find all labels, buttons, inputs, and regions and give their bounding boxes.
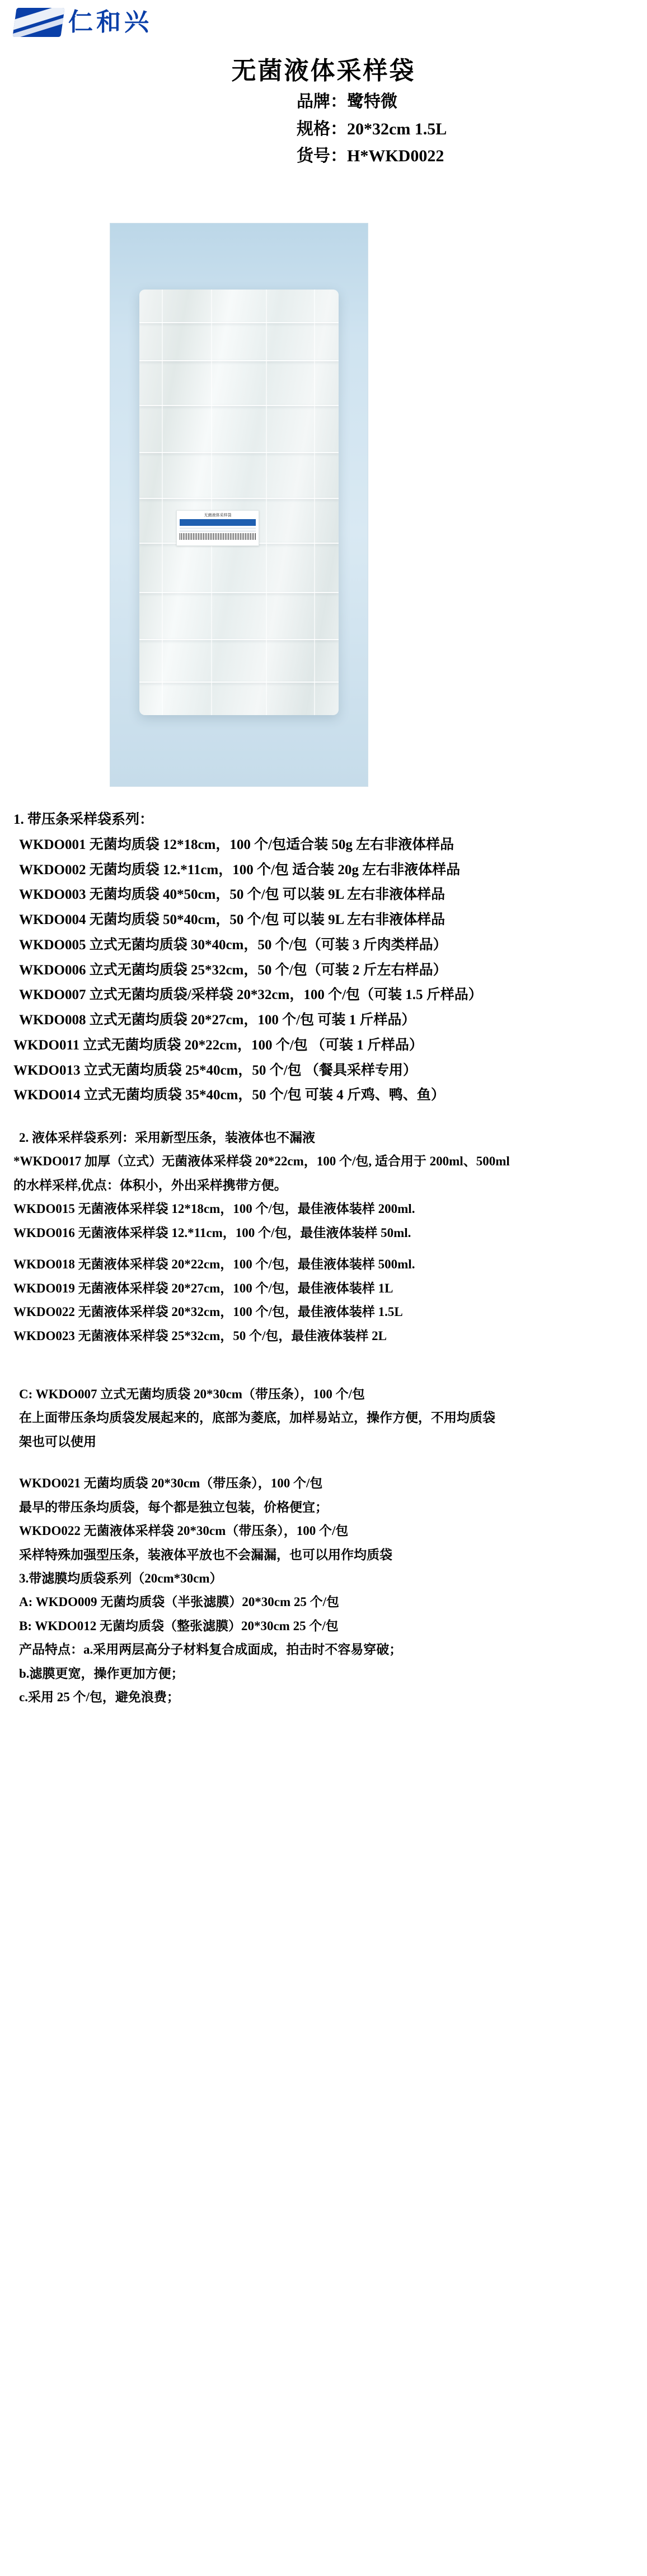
- section-3-line-2: 架也可以使用: [19, 1434, 96, 1449]
- section-1-line-3: WKDO003 无菌均质袋 40*50cm，50 个/包 可以装 9L 左右非液体样品: [19, 887, 446, 903]
- meta-spec-label: 规格：: [297, 119, 347, 138]
- section-5-line-1: A: WKDO009 无菌均质袋（半张滤膜）20*30cm 25 个/包: [19, 1595, 340, 1609]
- section-2-heading: 2. 液体采样袋系列：采用新型压条，装液体也不漏液: [19, 1131, 315, 1145]
- section-1-line-5: WKDO005 立式无菌均质袋 30*40cm，50 个/包（可装 3 斤肉类样品）: [19, 937, 447, 953]
- product-description: [0, 812, 647, 1705]
- product-meta: [297, 88, 447, 170]
- section-1-line-10: WKDO013 立式无菌均质袋 25*40cm，50 个/包 （餐具采样专用）: [13, 1062, 417, 1078]
- product-label-bar: [180, 519, 256, 526]
- page-title: 无菌液体采样袋: [231, 57, 416, 85]
- meta-brand-value: 鹭特微: [347, 92, 397, 111]
- section-4-line-4: 采样特殊加强型压条，装液体平放也不会漏漏，也可以用作均质袋: [19, 1547, 392, 1562]
- section-1-line-2: WKDO002 无菌均质袋 12.*11cm，100 个/包 适合装 20g 左右非液体样品: [19, 862, 461, 878]
- section-1-line-9: WKDO011 立式无菌均质袋 20*22cm，100 个/包 （可装 1 斤样品）: [13, 1037, 423, 1053]
- section-1-line-6: WKDO006 立式无菌均质袋 25*32cm，50 个/包（可装 2 斤左右样品）: [19, 962, 447, 978]
- product-label-barcode: [180, 533, 256, 540]
- meta-brand-label: 品牌：: [297, 92, 347, 111]
- section-3-heading: C: WKDO007 立式无菌均质袋 20*30cm（带压条），100 个/包: [19, 1387, 365, 1401]
- section-2-line-8: WKDO023 无菌液体采样袋 25*32cm，50 个/包，最佳液体装样 2L: [13, 1328, 387, 1343]
- brand-logo: [15, 8, 152, 37]
- product-label-title: 无菌液体采样袋: [204, 513, 232, 517]
- section-1: [0, 812, 647, 1104]
- meta-code: [297, 143, 447, 170]
- section-5-line-4: b.滤膜更宽，操作更加方便；: [19, 1666, 184, 1681]
- section-3-line-1: 在上面带压条均质袋发展起来的，底部为菱底，加样易站立，操作方便，不用均质袋: [19, 1411, 495, 1425]
- section-5-line-2: B: WKDO012 无菌均质袋（整张滤膜）20*30cm 25 个/包: [19, 1618, 339, 1633]
- brand-logo-text: 仁和兴: [68, 8, 152, 36]
- section-1-line-4: WKDO004 无菌均质袋 50*40cm，50 个/包 可以装 9L 左右非液体样品: [19, 912, 446, 927]
- section-4-line-2: 最早的带压条均质袋，每个都是独立包装，价格便宜；: [19, 1500, 328, 1514]
- section-1-line-8: WKDO008 立式无菌均质袋 20*27cm，100 个/包 可装 1 斤样品）: [19, 1012, 416, 1028]
- section-5: [0, 1571, 647, 1705]
- meta-code-value: H*WKD0022: [347, 147, 444, 166]
- section-2: [0, 1131, 647, 1343]
- section-1-line-7: WKDO007 立式无菌均质袋/采样袋 20*32cm，100 个/包（可装 1.5 斤样品）: [19, 987, 482, 1003]
- section-2-line-7: WKDO022 无菌液体采样袋 20*32cm，100 个/包，最佳液体装样 1.5L: [13, 1305, 403, 1319]
- section-5-line-3: 产品特点：a.采用两层高分子材料复合成面成，拍击时不容易穿破；: [19, 1642, 402, 1657]
- section-2-line-6: WKDO019 无菌液体采样袋 20*27cm，100 个/包，最佳液体装样 1L: [13, 1281, 393, 1295]
- meta-spec-value: 20*32cm 1.5L: [347, 119, 447, 138]
- section-3: [0, 1387, 647, 1449]
- product-photo: [110, 223, 368, 787]
- section-5-heading: 3.带滤膜均质袋系列（20cm*30cm）: [19, 1571, 223, 1585]
- section-2-line-1: *WKDO017 加厚（立式）无菌液体采样袋 20*22cm，100 个/包, 适合用于 200ml、500ml: [13, 1154, 510, 1169]
- meta-spec: [297, 116, 447, 143]
- section-4-line-1: WKDO021 无菌均质袋 20*30cm（带压条），100 个/包: [19, 1476, 323, 1491]
- meta-brand: [297, 88, 447, 116]
- meta-code-label: 货号：: [297, 147, 347, 166]
- sampling-bag-illustration: [139, 290, 339, 715]
- product-label: [176, 510, 259, 546]
- company-logo-icon: [12, 8, 64, 37]
- section-2-line-3: WKDO015 无菌液体采样袋 12*18cm，100 个/包，最佳液体装样 200ml.: [13, 1202, 415, 1216]
- section-1-heading: 1. 带压条采样袋系列：: [13, 812, 154, 827]
- section-1-line-1: WKDO001 无菌均质袋 12*18cm，100 个/包适合装 50g 左右非液体样品: [19, 837, 454, 852]
- section-2-line-2: 的水样采样,优点：体积小，外出采样携带方便。: [13, 1178, 287, 1192]
- section-2-line-5: WKDO018 无菌液体采样袋 20*22cm，100 个/包，最佳液体装样 500ml.: [13, 1257, 415, 1272]
- section-4-line-3: WKDO022 无菌液体采样袋 20*30cm（带压条），100 个/包: [19, 1524, 349, 1538]
- section-4: [0, 1476, 647, 1562]
- section-2-line-4: WKDO016 无菌液体采样袋 12.*11cm，100 个/包，最佳液体装样 50ml.: [13, 1225, 411, 1240]
- section-1-line-11: WKDO014 立式无菌均质袋 35*40cm，50 个/包 可装 4 斤鸡、鸭、鱼）: [13, 1088, 445, 1103]
- section-5-line-5: c.采用 25 个/包，避免浪费；: [19, 1690, 180, 1705]
